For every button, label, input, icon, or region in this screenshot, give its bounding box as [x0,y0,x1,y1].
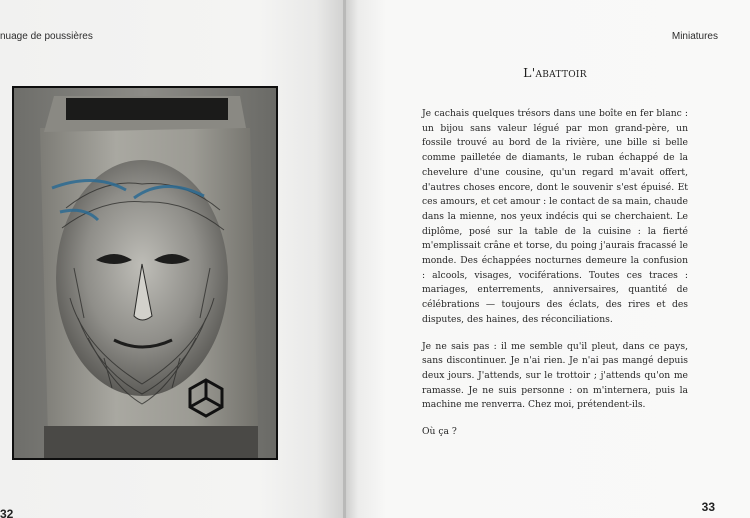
right-running-head: Miniatures [671,31,718,42]
left-page-number: 32 [0,507,14,518]
paragraph: Où ça ? [422,426,457,438]
chapter-title-text: L'abattoir [523,65,587,80]
chapter-body [422,107,688,452]
paragraph: Je cachais quelques trésors dans une boîte en fer blanc : un bijou sans valeur légué par mon grand-père, un fossile trouvé au bord de la rivière, une bille si belle comme pailletée de diamants, le ruban échappé de la chevelure d'une cousine, qu'un regard m'avait offert, d'autres choses encore, dont le souvenir s'est épuisé. Et ces amours, et cet amour : le contact de sa main, chaude dans la mienne, nos yeux indécis qui se cherchaient. Le diplôme, posé sur la table de la cuisine : la fierté m'emplissait crâne et torse, du poing j'aurais fracassé le monde. Des échappées nocturnes demeure la confusion : alcools, visages, vociférations. Toutes ces traces : mariages, enterrements, anniversaires, quantité de célébrations — toujours des éclats, des rires et des disputes, des haines, des réconciliations. [422,108,688,325]
paragraph: Je ne sais pas : il me semble qu'il pleut, dans ce pays, sans discontinuer. Je n'ai rien. Je n'ai pas mangé depuis deux jours. J'attends, sur le trottoir ; j'attends qu'on me ramasse. Je ne suis personne : on m'internera, puis la machine me renverra. Chez moi, prétendent-ils. [422,340,688,411]
left-page [0,0,344,518]
street-art-photo [12,86,278,460]
chapter-title [420,65,690,80]
left-running-head: nuage de poussières [0,31,93,42]
right-page-number: 33 [701,500,715,514]
